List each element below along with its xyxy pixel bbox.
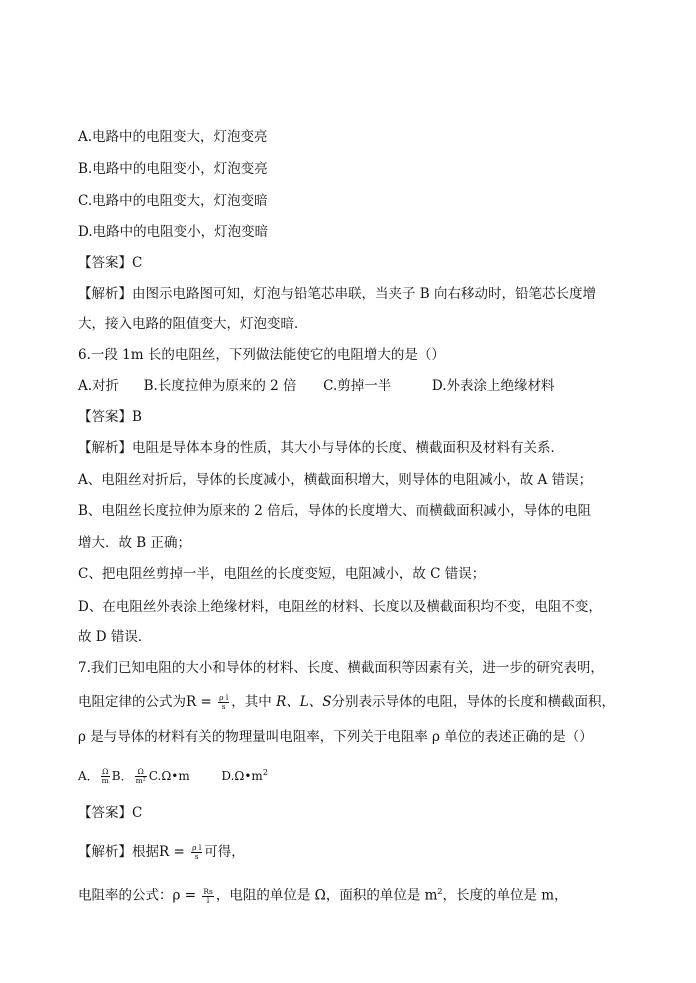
- fraction-numerator: Ω: [102, 767, 109, 776]
- formula-denominator: s: [194, 852, 199, 861]
- q5-analysis-line-2: 大，接入电路的阻值变大，灯泡变暗．: [78, 316, 308, 332]
- q6-analysis-line-7: 故 D 错误．: [78, 629, 152, 645]
- unit-explanation: ，电阻的单位是 Ω，面积的单位是 m: [215, 887, 438, 904]
- q7-option-c: C.Ω•m: [148, 769, 190, 783]
- q6-option-b: B.长度拉伸为原来的 2 倍: [143, 378, 297, 394]
- q7-option-b-label: B．: [111, 769, 133, 783]
- q7-stem-text-a: ，其中: [231, 694, 277, 710]
- resistivity-formula-fraction: [202, 888, 214, 905]
- q6-analysis-line-6: D、在电阻丝外表涂上绝缘材料，电阻丝的材料、长度以及横截面积均不变，电阻不变，: [78, 599, 602, 615]
- fraction-denominator: m: [101, 776, 109, 785]
- q6-answer: 【答案】B: [78, 409, 142, 425]
- q7-option-b-fraction: [135, 768, 147, 785]
- area-unit-superscript: 2: [437, 887, 443, 896]
- resistivity-numerator: Rs: [203, 886, 213, 896]
- q5-option-d: D.电路中的电阻变小，灯泡变暗: [78, 224, 269, 240]
- q7-answer: 【答案】C: [78, 805, 143, 821]
- q5-option-c: C.电路中的电阻变大，灯泡变暗: [78, 193, 268, 209]
- q7-stem-line-1: 7.我们已知电阻的大小和导体的材料、长度、横截面积等因素有关，进一步的研究表明，: [78, 660, 604, 676]
- formula-denominator: s: [221, 702, 226, 711]
- resistivity-formula-label: 电阻率的公式：ρ =: [78, 887, 201, 904]
- q6-option-d: D.外表涂上绝缘材料: [431, 378, 555, 394]
- q7-option-d-superscript: 2: [262, 768, 268, 777]
- q7-options: [78, 763, 268, 786]
- q6-options: [78, 376, 555, 396]
- q7-analysis-suffix: 可得，: [204, 844, 245, 860]
- q7-analysis-line-2: [78, 882, 568, 906]
- q6-analysis-line-5: C、把电阻丝剪掉一半，电阻丝的长度变短，电阻减小，故 C 错误；: [78, 566, 486, 582]
- q7-analysis-line-1: [78, 842, 245, 862]
- q6-option-c: C.剪掉一半: [323, 378, 392, 394]
- q7-stem-line-2: [78, 692, 615, 712]
- q7-stem-line-3: ρ 是与导体的材料有关的物理量叫电阻率，下列关于电阻率 ρ 单位的表述正确的是（）: [78, 729, 593, 745]
- resistance-formula-fraction: [218, 694, 229, 711]
- q5-option-b: B.电路中的电阻变小，灯泡变亮: [78, 161, 268, 177]
- fraction-denominator: m²: [135, 776, 146, 785]
- q7-option-d: [221, 769, 268, 783]
- q5-analysis-line-1: 【解析】由图示电路图可知，灯泡与铅笔芯串联，当夹子 B 向右移动时，铅笔芯长度增: [78, 286, 597, 302]
- q6-analysis-line-2: A、电阻丝对折后，导体的长度减小，横截面积增大，则导体的电阻减小，故 A 错误；: [78, 472, 593, 488]
- q7-stem-text-b: 分别表示导体的电阻，导体的长度和横截面积，: [331, 694, 615, 710]
- q5-option-a: A.电路中的电阻变大，灯泡变亮: [78, 129, 268, 145]
- formula-numerator: ρ l: [192, 843, 202, 852]
- resistance-formula-fraction: [191, 844, 202, 861]
- q7-formula-label: 电阻定律的公式为R =: [78, 694, 217, 710]
- q5-answer: 【答案】C: [78, 255, 143, 271]
- unit-explanation-end: ，长度的单位是 m，: [442, 887, 568, 904]
- q6-analysis-line-4: 增大．故 B 正确；: [78, 535, 192, 551]
- q6-analysis-line-1: 【解析】电阻是导体本身的性质，其大小与导体的长度、横截面积及材料有关系．: [78, 440, 564, 456]
- formula-numerator: ρ l: [219, 693, 229, 702]
- fraction-numerator: Ω: [135, 768, 147, 777]
- q7-option-d-text: D.Ω•m: [221, 769, 263, 783]
- q6-option-a: A.对折: [78, 378, 120, 394]
- q6-analysis-line-3: B、电阻丝长度拉伸为原来的 2 倍后，导体的长度增大、而横截面积减小，导体的电阻: [78, 503, 592, 519]
- q7-option-a-label: A．: [78, 769, 99, 783]
- q7-analysis-prefix: 【解析】根据R =: [78, 844, 190, 860]
- q7-option-a-fraction: [101, 768, 110, 785]
- q7-variables: R、L、S: [276, 694, 332, 710]
- q6-stem: 6.一段 1m 长的电阻丝，下列做法能使它的电阻增大的是（）: [78, 347, 445, 363]
- resistivity-denominator: l: [206, 895, 210, 905]
